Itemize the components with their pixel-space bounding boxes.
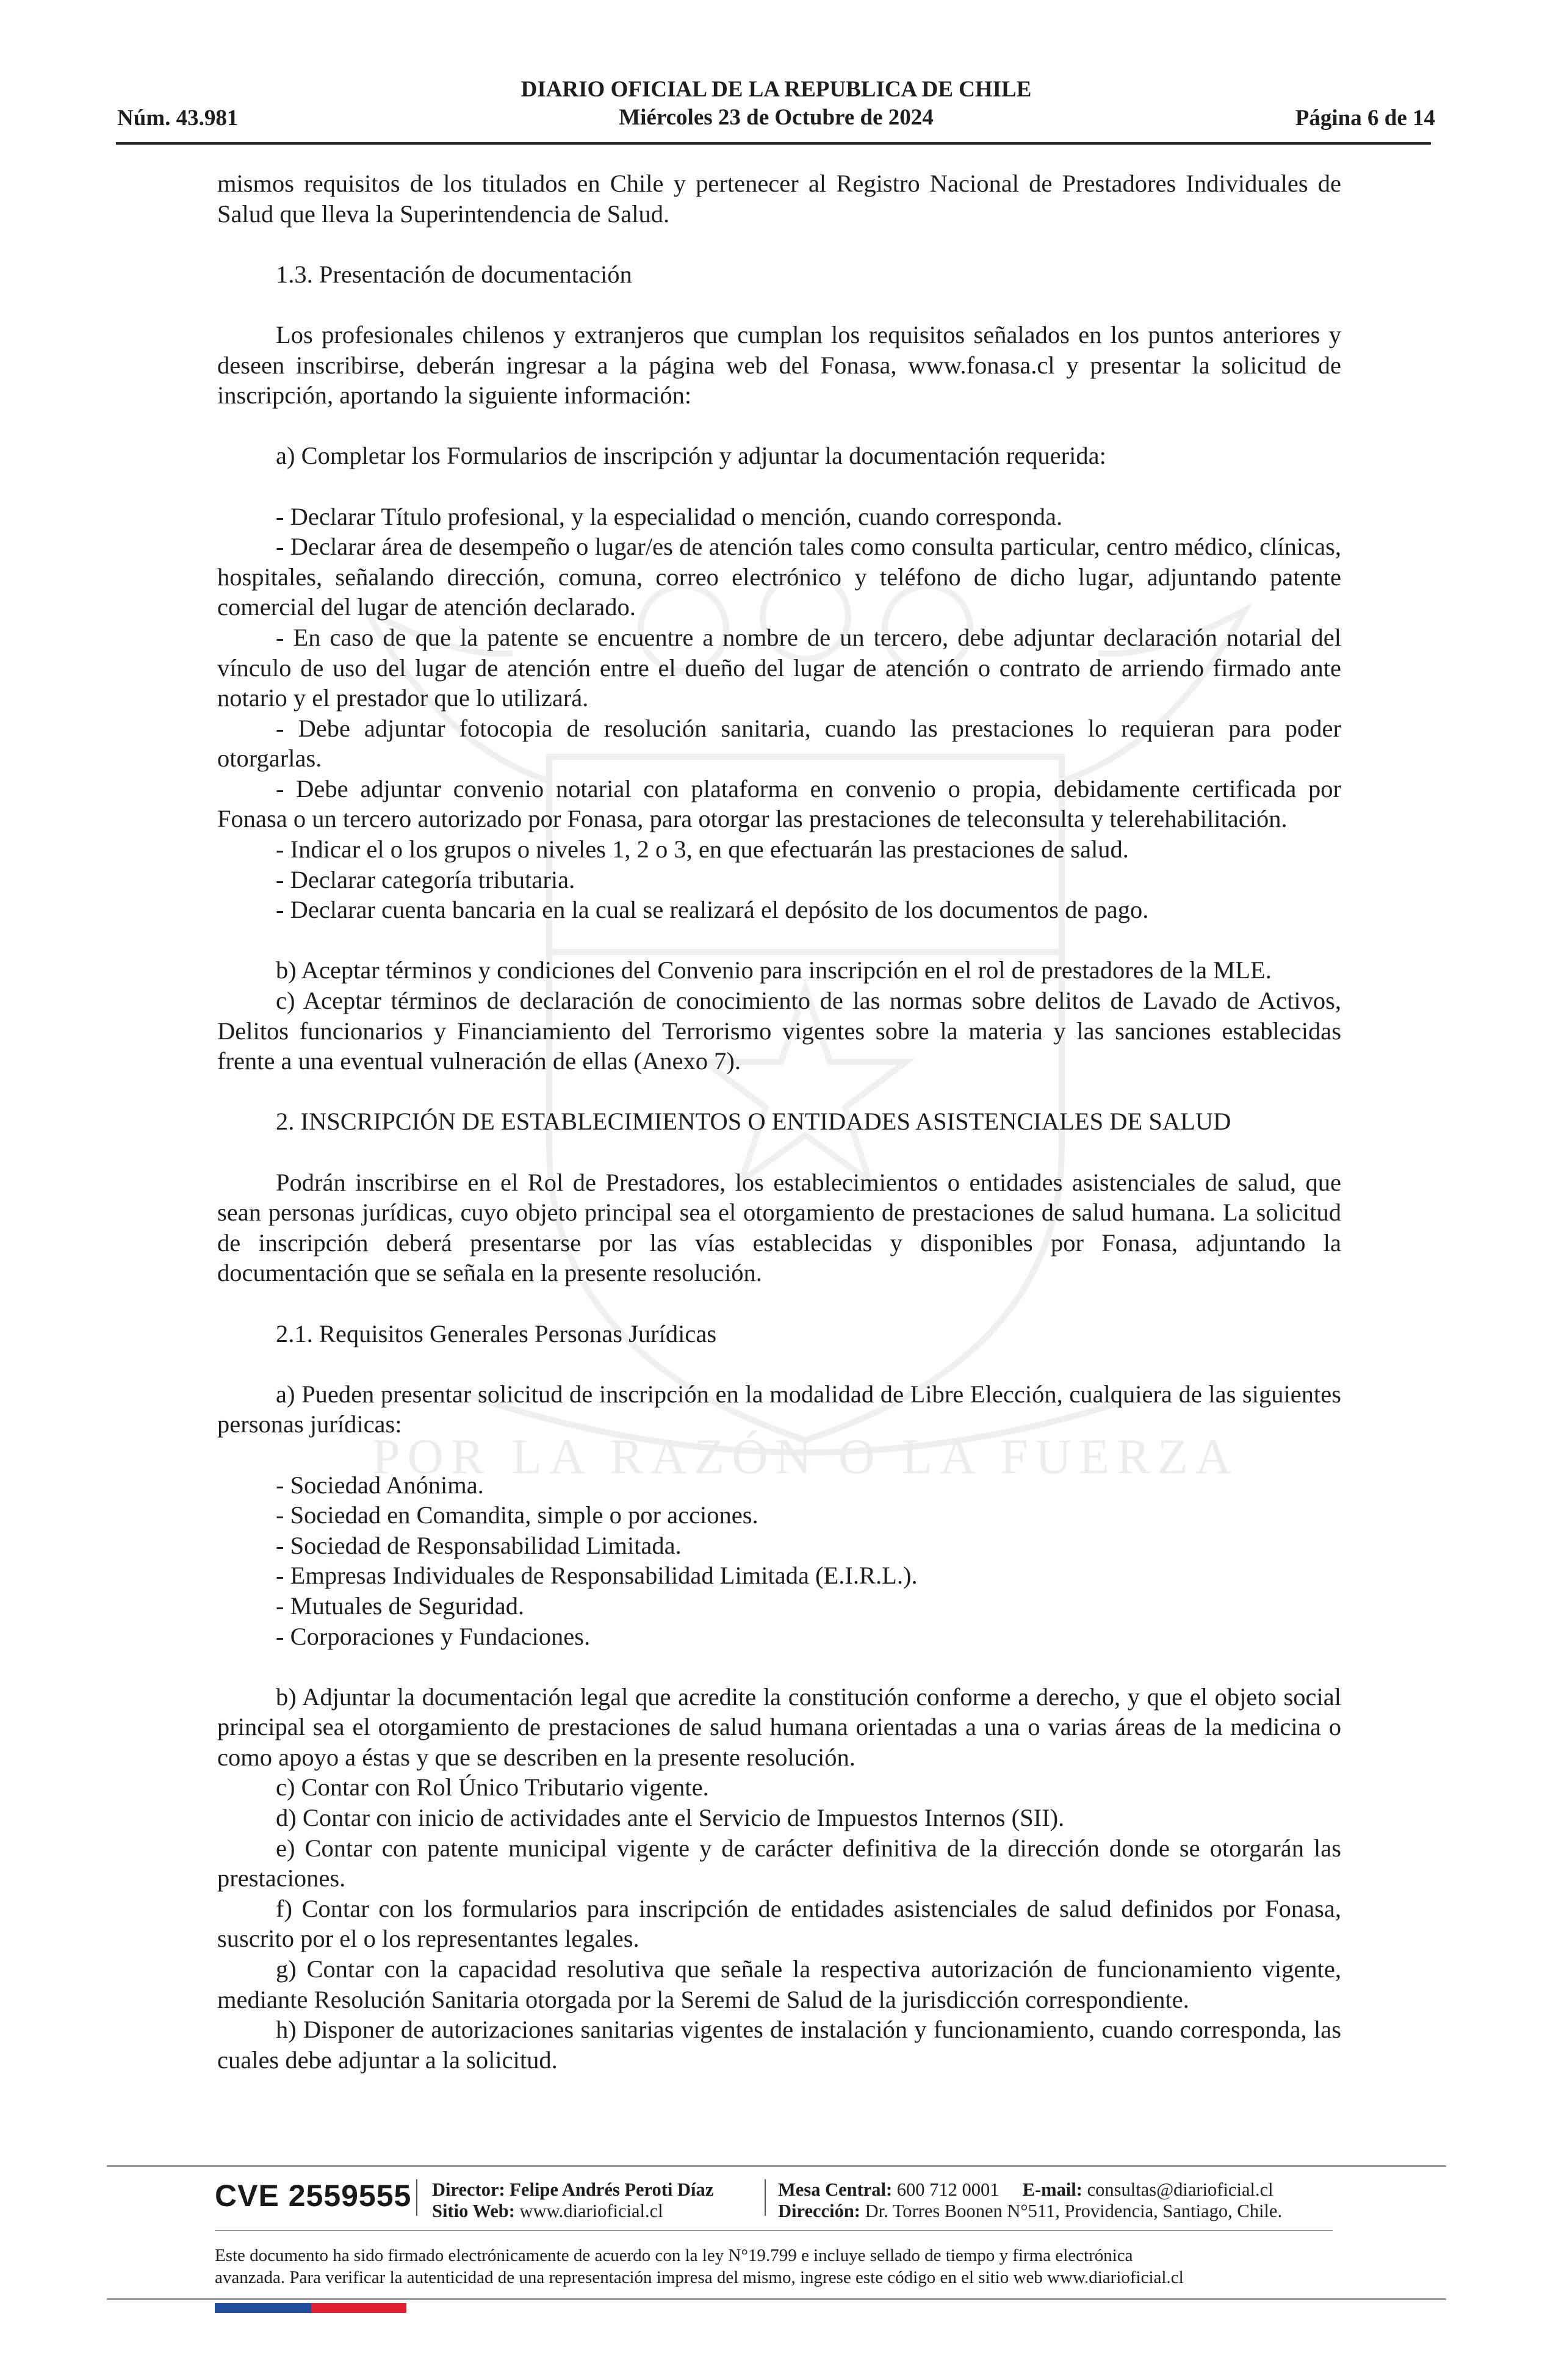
footer-divider-middle xyxy=(215,2230,1333,2231)
list-item: - Debe adjuntar fotocopia de resolución sanitaria, cuando las prestaciones lo requieran para poder otorgarlas. xyxy=(217,714,1341,773)
paragraph: a) Completar los Formularios de inscripción y adjuntar la documentación requerida: xyxy=(276,442,1106,470)
paragraph: h) Disponer de autorizaciones sanitarias vigentes de instalación y funcionamiento, cuando corresponda, las cuales debe adjuntar a la solicitud. xyxy=(217,2016,1341,2074)
list-item: - Sociedad de Responsabilidad Limitada. xyxy=(276,1531,682,1559)
address-value: Dr. Torres Boonen N°511, Providencia, Santiago, Chile. xyxy=(865,2201,1283,2221)
director-line xyxy=(432,2179,713,2201)
address-label: Dirección: xyxy=(778,2201,860,2221)
page-header xyxy=(117,73,1435,149)
email-link[interactable]: consultas@diarioficial.cl xyxy=(1087,2179,1273,2200)
list-item: - Mutuales de Seguridad. xyxy=(276,1592,525,1620)
document-body xyxy=(217,168,1341,2075)
journal-title: DIARIO OFICIAL DE LA REPUBLICA DE CHILE xyxy=(520,77,1032,102)
paragraph: f) Contar con los formularios para inscripción de entidades asistenciales de salud definidos por Fonasa, suscrito por el o los representantes legales. xyxy=(217,1894,1341,1953)
paragraph: mismos requisitos de los titulados en Chile y pertenecer al Registro Nacional de Prestadores Individuales de Salud que lleva la Superintendencia de Salud. xyxy=(217,170,1341,228)
cve-code: CVE 2559555 xyxy=(215,2179,412,2213)
footer-divider-top xyxy=(107,2165,1446,2167)
website-line xyxy=(432,2201,713,2222)
header-center xyxy=(117,76,1435,132)
website-label: Sitio Web: xyxy=(432,2201,515,2221)
page-number: Página 6 de 14 xyxy=(1295,106,1435,131)
paragraph: Los profesionales chilenos y extranjeros que cumplan los requisitos señalados en los puntos anteriores y deseen inscribirse, deberán ingresar a la página web del Fonasa, www.fonasa.cl y presentar la solicitud de inscripción, aportando la siguiente información: xyxy=(217,320,1341,409)
signature-notice xyxy=(215,2245,1350,2288)
flag-stripe-blue xyxy=(215,2303,311,2313)
list-item: - Declarar Título profesional, y la especialidad o mención, cuando corresponda. xyxy=(276,502,1063,530)
header-divider xyxy=(116,142,1431,145)
footer-separator xyxy=(765,2179,766,2216)
section-heading: 2. INSCRIPCIÓN DE ESTABLECIMIENTOS O ENTIDADES ASISTENCIALES DE SALUD xyxy=(276,1108,1231,1136)
paragraph: b) Aceptar términos y condiciones del Convenio para inscripción en el rol de prestadores de la MLE. xyxy=(276,956,1272,984)
phone-value: 600 712 0001 xyxy=(896,2179,1000,2200)
signature-notice-line: Este documento ha sido firmado electrónicamente de acuerdo con la ley N°19.799 e incluye sellado de tiempo y firma electrónica xyxy=(215,2246,1133,2265)
flag-stripe-red xyxy=(311,2303,406,2313)
paragraph: g) Contar con la capacidad resolutiva que señale la respectiva autorización de funcionamiento vigente, mediante Resolución Sanitaria otorgada por la Seremi de Salud de la jurisdicción correspondiente. xyxy=(217,1955,1341,2013)
list-item: - En caso de que la patente se encuentre a nombre de un tercero, debe adjuntar declaración notarial del vínculo de uso del lugar de atención entre el dueño del lugar de atención o contrato de arriendo firmado ante notario y el prestador que lo utilizará. xyxy=(217,623,1341,712)
footer-separator xyxy=(416,2179,417,2216)
list-item: - Declarar cuenta bancaria en la cual se realizará el depósito de los documentos de pago. xyxy=(276,896,1149,924)
email-label: E-mail: xyxy=(1022,2179,1082,2200)
section-heading: 1.3. Presentación de documentación xyxy=(276,260,632,288)
footer-director-block xyxy=(432,2179,713,2222)
contact-line xyxy=(778,2179,1282,2201)
footer-divider-bottom xyxy=(107,2298,1446,2300)
list-item: - Empresas Individuales de Responsabilidad Limitada (E.I.R.L.). xyxy=(276,1562,918,1590)
director-name: Felipe Andrés Peroti Díaz xyxy=(510,2179,714,2200)
list-item: - Indicar el o los grupos o niveles 1, 2 o 3, en que efectuarán las prestaciones de salud. xyxy=(276,835,1129,864)
list-item: - Sociedad Anónima. xyxy=(276,1471,484,1499)
list-item: - Sociedad en Comandita, simple o por acciones. xyxy=(276,1501,758,1529)
signature-notice-line: avanzada. Para verificar la autenticidad de una representación impresa del mismo, ingrese este código en el sitio web www.diarioficial.cl xyxy=(215,2268,1184,2287)
address-line xyxy=(778,2201,1282,2222)
list-item: - Debe adjuntar convenio notarial con plataforma en convenio o propia, debidamente certificada por Fonasa o un tercero autorizado por Fonasa, para otorgar las prestaciones de teleconsulta y telerehabilitación. xyxy=(217,774,1341,833)
list-item: - Declarar categoría tributaria. xyxy=(276,865,575,893)
watermark-motto: POR LA RAZÓN O LA FUERZA xyxy=(372,1429,1239,1484)
website-link[interactable]: www.diarioficial.cl xyxy=(519,2201,663,2221)
paragraph: Podrán inscribirse en el Rol de Prestadores, los establecimientos o entidades asistenciales de salud, que sean personas jurídicas, cuyo objeto principal sea el otorgamiento de prestaciones de salud humana. La solicitud de inscripción deberá presentarse por las vías establecidas y disponibles por Fonasa, adjuntando la documentación que se señala en la presente resolución. xyxy=(217,1168,1341,1287)
issue-number: Núm. 43.981 xyxy=(117,106,239,131)
paragraph: d) Contar con inicio de actividades ante el Servicio de Impuestos Internos (SII). xyxy=(276,1804,1065,1832)
director-label: Director: xyxy=(432,2179,505,2200)
paragraph: c) Contar con Rol Único Tributario vigente. xyxy=(276,1773,709,1801)
phone-label: Mesa Central: xyxy=(778,2179,893,2200)
issue-date: Miércoles 23 de Octubre de 2024 xyxy=(619,105,934,130)
list-item: - Corporaciones y Fundaciones. xyxy=(276,1622,591,1650)
footer-contact-block xyxy=(778,2179,1282,2222)
list-item: - Declarar área de desempeño o lugar/es de atención tales como consulta particular, centro médico, clínicas, hospitales, señalando dirección, comuna, correo electrónico y teléfono de dicho lugar, adjuntando patente comercial del lugar de atención declarado. xyxy=(217,533,1341,621)
section-heading: 2.1. Requisitos Generales Personas Jurídicas xyxy=(276,1319,717,1347)
paragraph: a) Pueden presentar solicitud de inscripción en la modalidad de Libre Elección, cualquiera de las siguientes personas jurídicas: xyxy=(217,1380,1341,1438)
paragraph: e) Contar con patente municipal vigente y de carácter definitiva de la dirección donde se otorgarán las prestaciones. xyxy=(217,1834,1341,1892)
paragraph: c) Aceptar términos de declaración de conocimiento de las normas sobre delitos de Lavado de Activos, Delitos funcionarios y Financiamiento del Terrorismo vigentes sobre la materia y las sanciones establecidas frente a una eventual vulneración de ellas (Anexo 7). xyxy=(217,987,1341,1075)
paragraph: b) Adjuntar la documentación legal que acredite la constitución conforme a derecho, y que el objeto social principal sea el otorgamiento de prestaciones de salud humana orientadas a una o varias áreas de la medicina o como apoyo a éstas y que se describen en la presente resolución. xyxy=(217,1682,1341,1771)
